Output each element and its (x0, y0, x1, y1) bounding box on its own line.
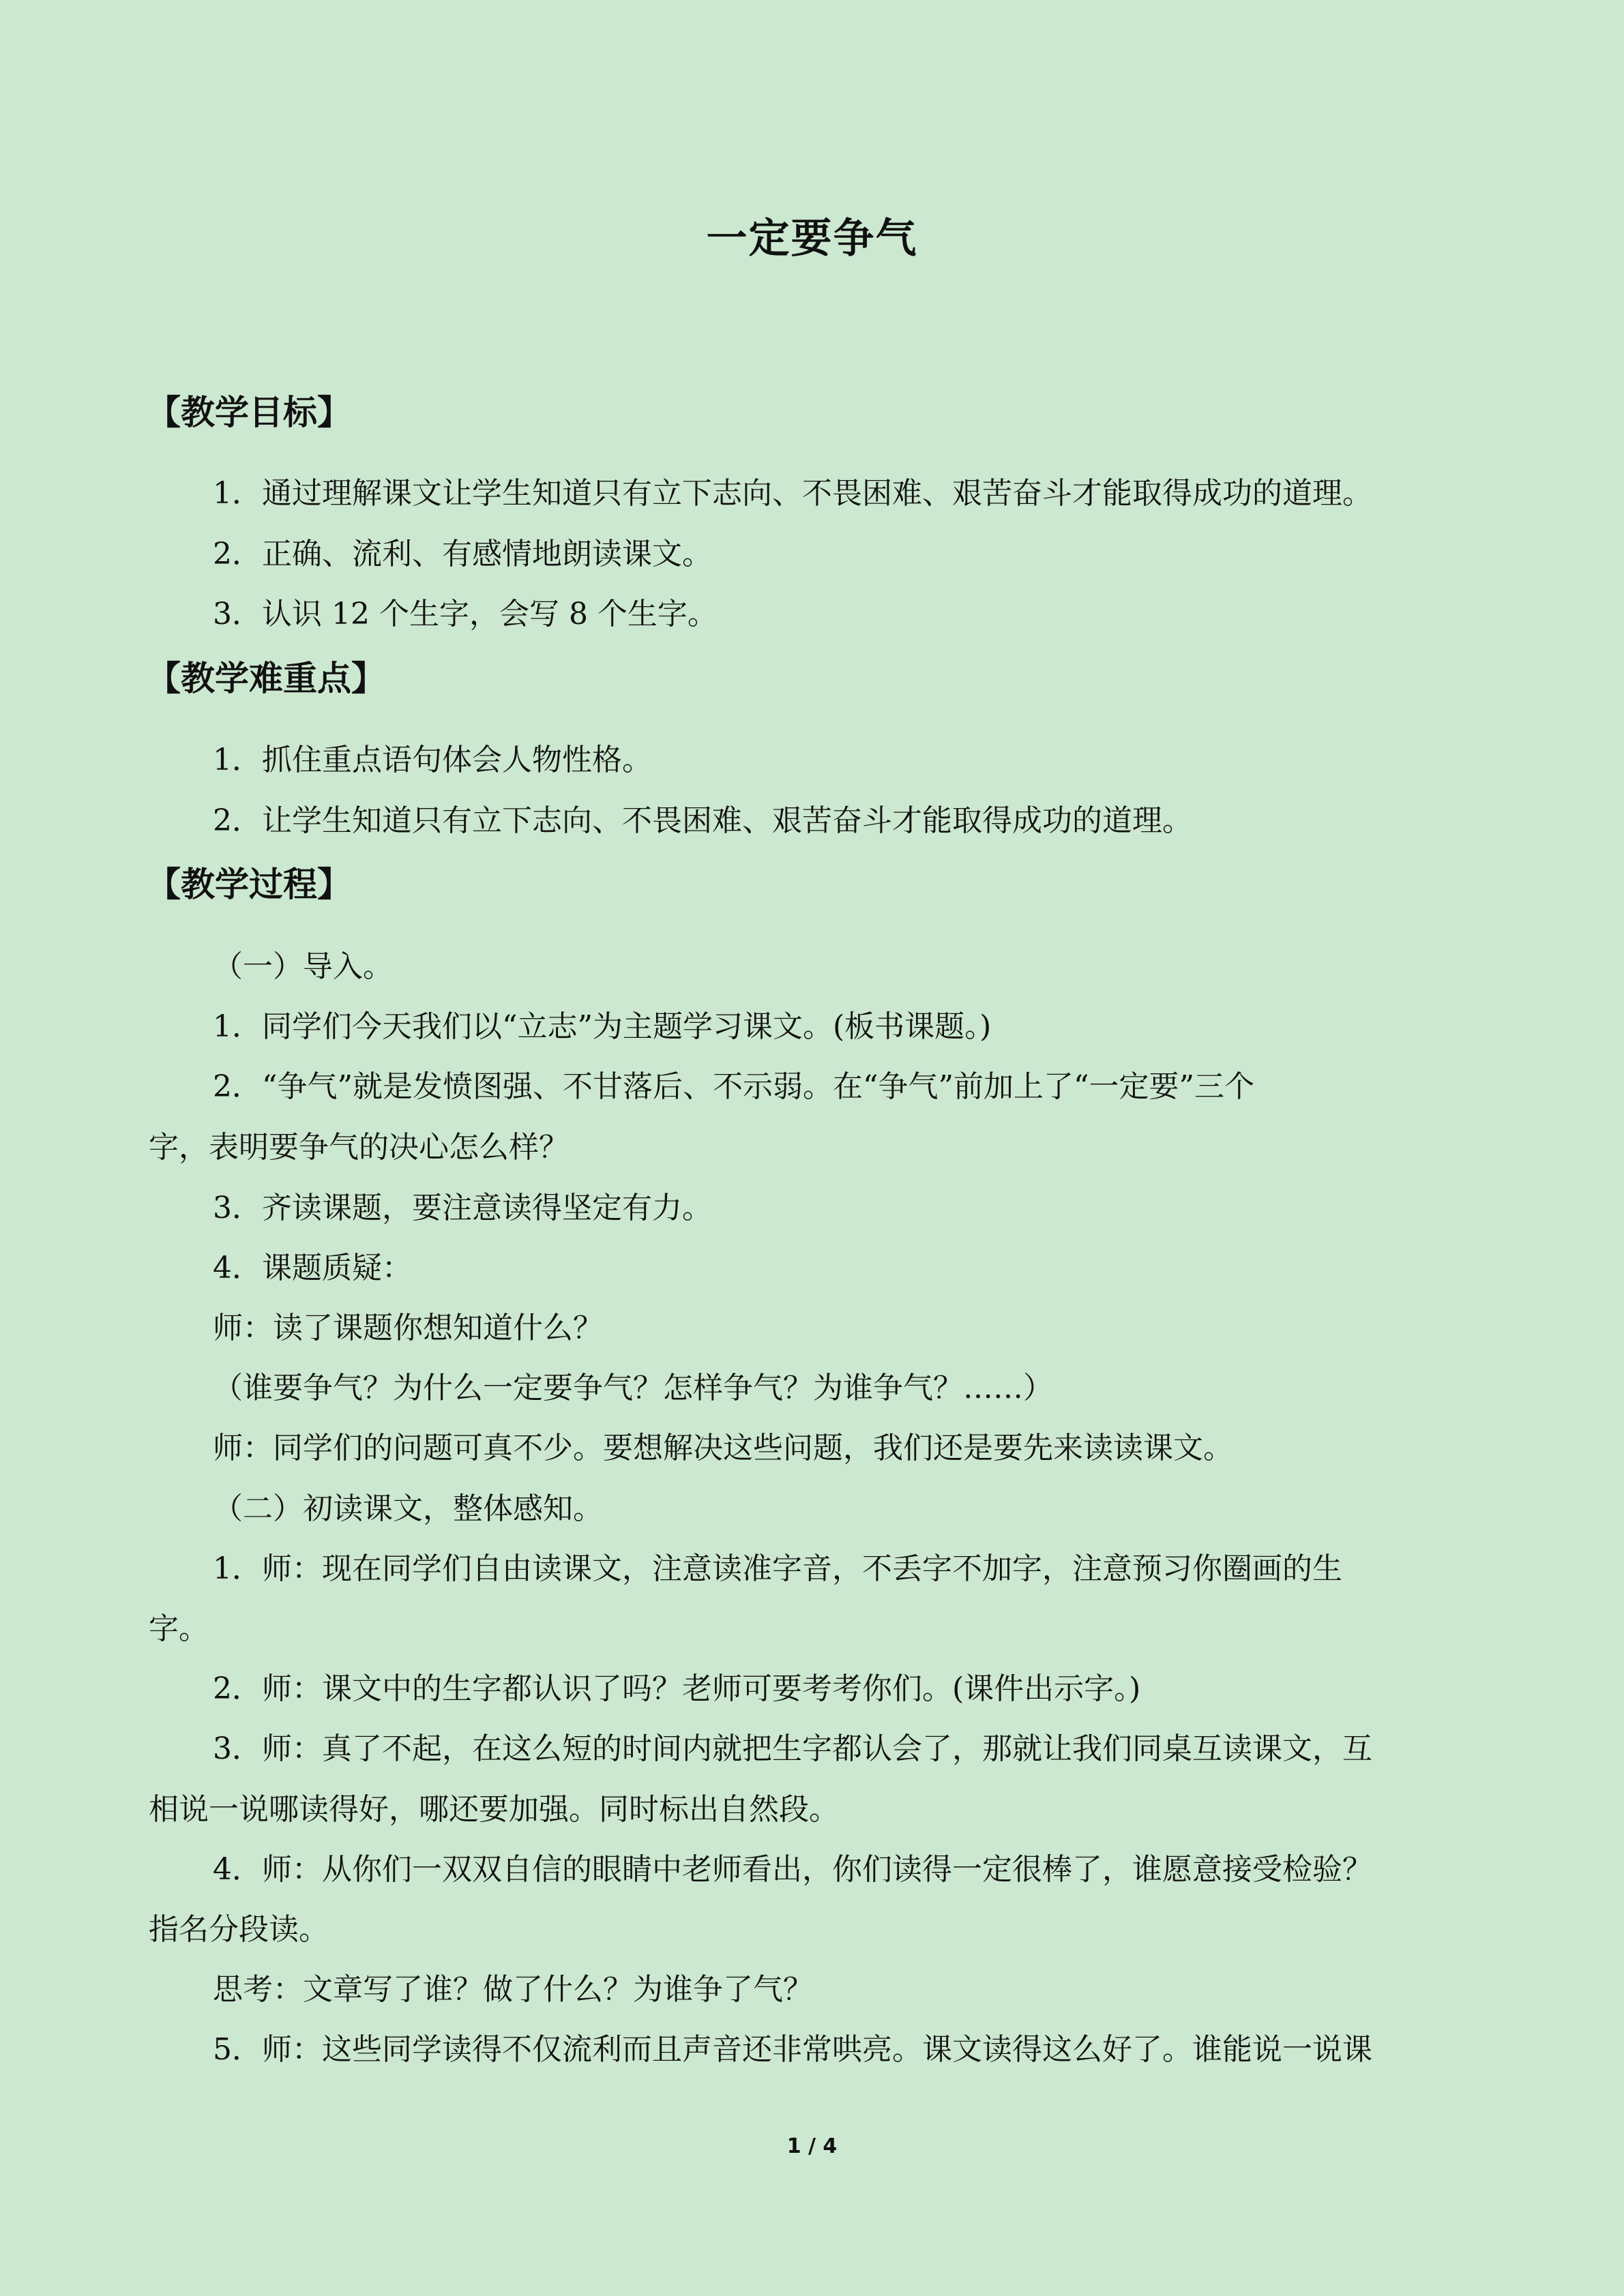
process-line: 指名分段读。 (149, 1912, 329, 1947)
process-line: 3．师：真了不起，在这么短的时间内就把生字都认会了，那就让我们同桌互读课文，互 (213, 1731, 1372, 1766)
process-line: 1．同学们今天我们以“立志”为主题学习课文。(板书课题。) (213, 1009, 992, 1044)
process-line: 师：同学们的问题可真不少。要想解决这些问题，我们还是要先来读读课文。 (213, 1431, 1233, 1465)
process-line: 相说一说哪读得好，哪还要加强。同时标出自然段。 (149, 1792, 839, 1827)
process-line: 4．课题质疑： (213, 1251, 412, 1285)
process-line: （谁要争气？为什么一定要争气？怎样争气？为谁争气？……） (213, 1371, 1053, 1405)
process-line: （一）导入。 (213, 949, 393, 984)
section-heading-objectives: 【教学目标】 (147, 393, 351, 432)
section-heading-process: 【教学过程】 (147, 865, 351, 904)
process-line: 师：读了课题你想知道什么？ (213, 1311, 603, 1345)
page-title: 一定要争气 (706, 215, 918, 263)
process-line: 2．“争气”就是发愤图强、不甘落后、不示弱。在“争气”前加上了“一定要”三个 (213, 1069, 1254, 1104)
process-line: （二）初读课文，整体感知。 (213, 1491, 603, 1526)
process-line: 1．师：现在同学们自由读课文，注意读准字音，不丢字不加字，注意预习你圈画的生 (213, 1551, 1342, 1586)
process-line: 字。 (149, 1611, 209, 1646)
objective-item: 2．正确、流利、有感情地朗读课文。 (213, 537, 712, 571)
key-point-item: 1．抓住重点语句体会人物性格。 (213, 743, 652, 777)
process-line: 3．齐读课题，要注意读得坚定有力。 (213, 1191, 712, 1225)
key-point-item: 2．让学生知道只有立下志向、不畏困难、艰苦奋斗才能取得成功的道理。 (213, 803, 1192, 838)
process-line: 2．师：课文中的生字都认识了吗？老师可要考考你们。(课件出示字。) (213, 1671, 1141, 1706)
objective-item: 1．通过理解课文让学生知道只有立下志向、不畏困难、艰苦奋斗才能取得成功的道理。 (213, 476, 1372, 511)
process-line: 4．师：从你们一双双自信的眼睛中老师看出，你们读得一定很棒了，谁愿意接受检验？ (213, 1852, 1372, 1887)
process-line: 字，表明要争气的决心怎么样？ (149, 1130, 569, 1165)
page-number: 1 / 4 (786, 2134, 838, 2158)
process-line: 思考：文章写了谁？做了什么？为谁争了气？ (213, 1972, 813, 2007)
objective-item: 3．认识 12 个生字，会写 8 个生字。 (213, 597, 718, 631)
section-heading-key-points: 【教学难重点】 (147, 659, 385, 698)
process-line: 5．师：这些同学读得不仅流利而且声音还非常哄亮。课文读得这么好了。谁能说一说课 (213, 2032, 1372, 2067)
